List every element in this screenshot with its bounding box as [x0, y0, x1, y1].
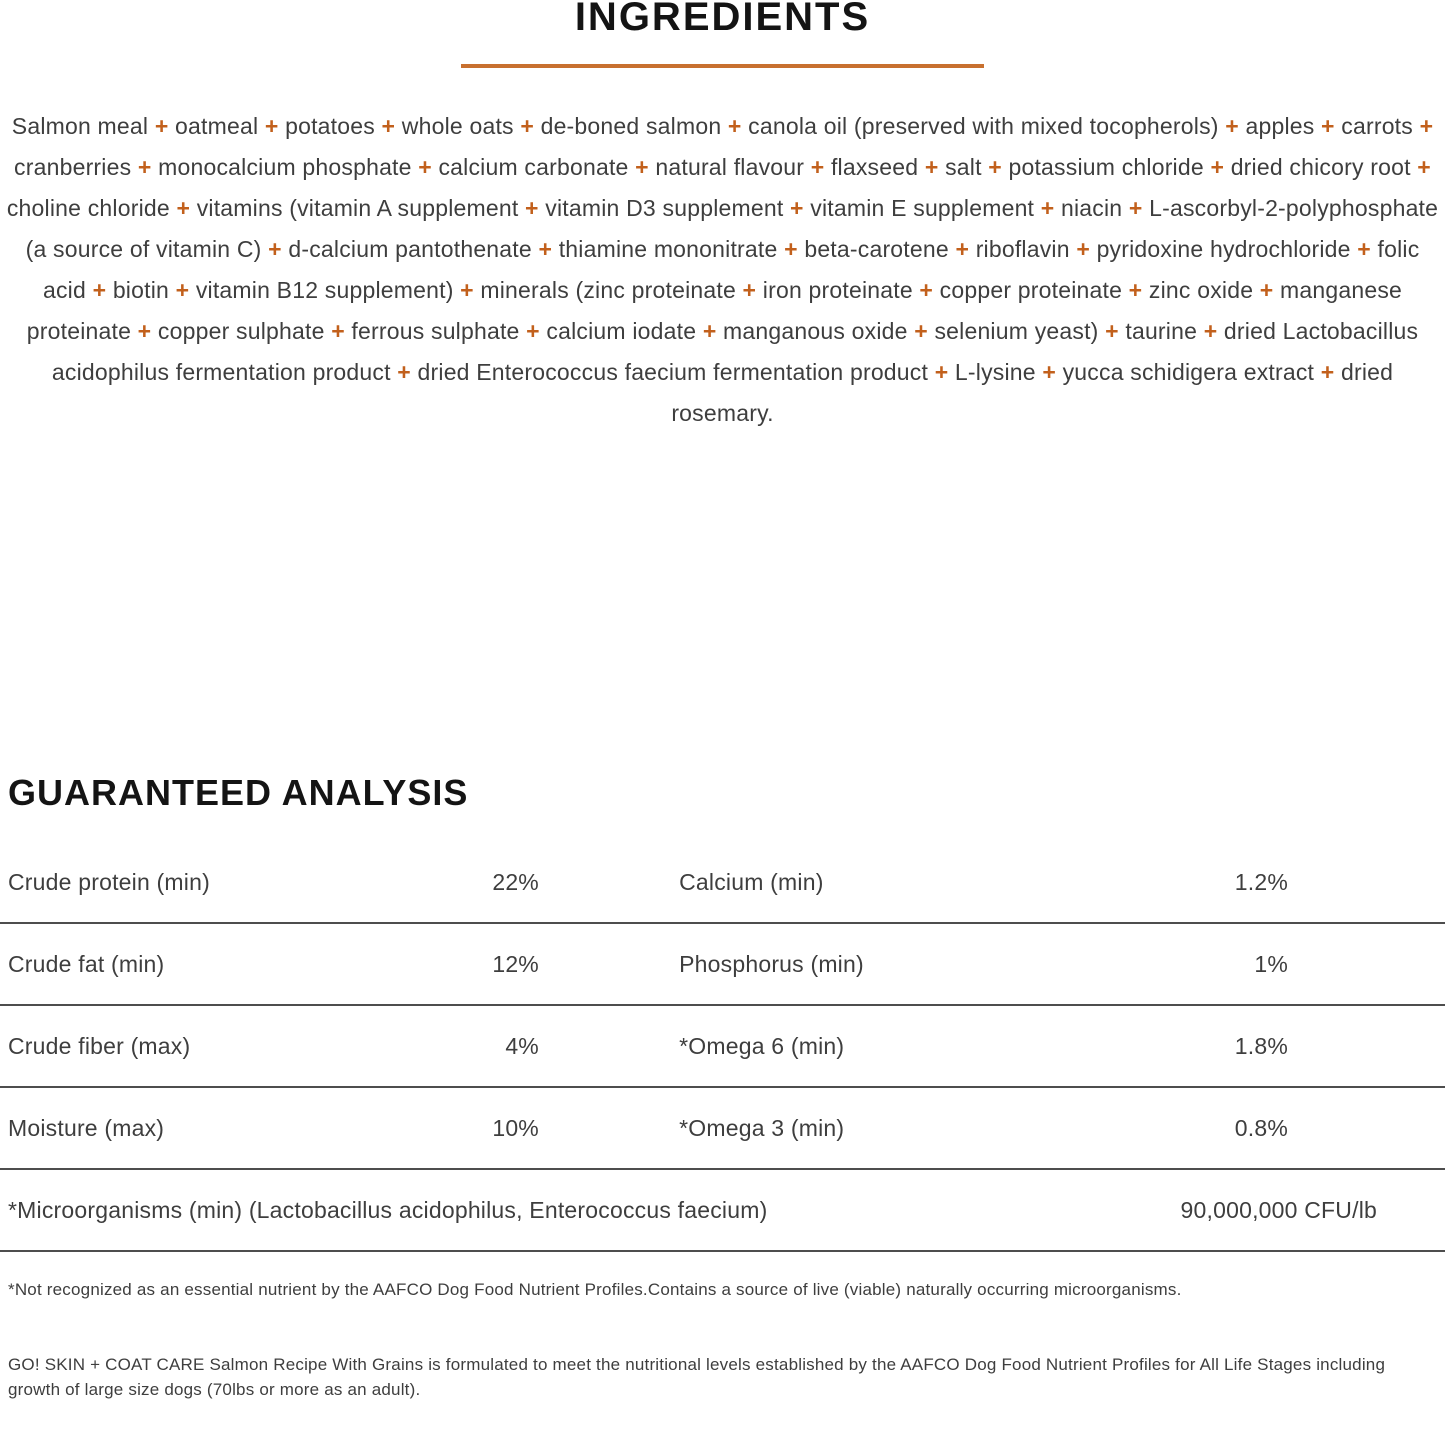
plus-separator-icon: +: [137, 154, 152, 180]
plus-separator-icon: +: [702, 318, 717, 344]
guaranteed-analysis-table: [0, 842, 1445, 1252]
plus-separator-icon: +: [1042, 359, 1057, 385]
plus-separator-icon: +: [92, 277, 107, 303]
analysis-row: [0, 924, 1445, 1006]
plus-separator-icon: +: [176, 195, 191, 221]
plus-separator-icon: +: [1259, 277, 1274, 303]
plus-separator-icon: +: [1321, 113, 1335, 139]
plus-separator-icon: +: [914, 318, 928, 344]
plus-separator-icon: +: [175, 277, 190, 303]
plus-separator-icon: +: [264, 113, 279, 139]
plus-separator-icon: +: [1357, 236, 1371, 262]
plus-separator-icon: +: [919, 277, 934, 303]
plus-separator-icon: +: [784, 236, 798, 262]
plus-separator-icon: +: [1417, 154, 1431, 180]
plus-separator-icon: +: [635, 154, 649, 180]
nutrient-value: 12%: [492, 950, 539, 977]
plus-separator-icon: +: [460, 277, 474, 303]
nutrient-value: 10%: [492, 1114, 539, 1141]
nutrient-value: 1.2%: [1234, 868, 1288, 895]
plus-separator-icon: +: [538, 236, 553, 262]
ingredients-section: [0, 0, 1445, 434]
plus-separator-icon: +: [418, 154, 432, 180]
nutrient-value: 1%: [1254, 950, 1288, 977]
nutrient-label: Crude fiber (max): [8, 1032, 191, 1059]
plus-separator-icon: +: [1105, 318, 1119, 344]
plus-separator-icon: +: [1419, 113, 1434, 139]
plus-separator-icon: +: [1203, 318, 1218, 344]
analysis-row: [0, 842, 1445, 924]
plus-separator-icon: +: [154, 113, 169, 139]
plus-separator-icon: +: [742, 277, 757, 303]
plus-separator-icon: +: [1076, 236, 1090, 262]
plus-separator-icon: +: [790, 195, 804, 221]
nutrient-label: Crude fat (min): [8, 950, 165, 977]
nutrient-value: 1.8%: [1234, 1032, 1288, 1059]
guaranteed-analysis-section: [0, 773, 1445, 1252]
plus-separator-icon: +: [268, 236, 282, 262]
plus-separator-icon: +: [1128, 277, 1143, 303]
plus-separator-icon: +: [1225, 113, 1239, 139]
nutrient-value: 90,000,000 CFU/lb: [1180, 1196, 1377, 1223]
plus-separator-icon: +: [924, 154, 939, 180]
nutrient-label: *Omega 6 (min): [679, 1032, 845, 1059]
nutrient-label: Calcium (min): [679, 868, 824, 895]
guaranteed-analysis-title: GUARANTEED ANALYSIS: [8, 772, 469, 813]
footnotes-section: [0, 1277, 1445, 1402]
plus-separator-icon: +: [955, 236, 970, 262]
plus-separator-icon: +: [810, 154, 825, 180]
plus-separator-icon: +: [331, 318, 345, 344]
title-underline-rule: [461, 64, 984, 68]
analysis-row: [0, 1006, 1445, 1088]
analysis-row: [0, 1088, 1445, 1170]
plus-separator-icon: +: [934, 359, 949, 385]
plus-separator-icon: +: [1040, 195, 1055, 221]
nutrient-label: Crude protein (min): [8, 868, 210, 895]
analysis-row-microorganisms: [0, 1170, 1445, 1252]
plus-separator-icon: +: [525, 195, 539, 221]
nutrient-label: Phosphorus (min): [679, 950, 864, 977]
plus-separator-icon: +: [1210, 154, 1225, 180]
nutrient-label: *Microorganisms (min) (Lactobacillus acidophilus, Enterococcus faecium): [8, 1196, 768, 1223]
ingredients-list: Salmon meal + oatmeal + potatoes + whole oats + de-boned salmon + canola oil (preserved with mixed tocopherols) + apples + carrots + cranberries + monocalcium phosphate + calcium carbonate + natural flavour + flaxseed + salt + potassium chloride + dried chicory root + choline chloride + vitamins (vitamin A supplement + vitamin D3 supplement + vitamin E supplement + niacin + L-ascorbyl-2-polyphosphate (a source of vitamin C) + d-calcium pantothenate + thiamine mononitrate + beta-carotene + riboflavin + pyridoxine hydrochloride + folic acid + biotin + vitamin B12 supplement) + minerals (zinc proteinate + iron proteinate + copper proteinate + zinc oxide + manganese proteinate + copper sulphate + ferrous sulphate + calcium iodate + manganous oxide + selenium yeast) + taurine + dried Lactobacillus acidophilus fermentation product + dried Enterococcus faecium fermentation product + L-lysine + yucca schidigera extract + dried rosemary.: [6, 113, 1439, 426]
nutrient-label: *Omega 3 (min): [679, 1114, 845, 1141]
plus-separator-icon: +: [727, 113, 742, 139]
plus-separator-icon: +: [137, 318, 152, 344]
nutrient-value: 0.8%: [1234, 1114, 1288, 1141]
plus-separator-icon: +: [1320, 359, 1335, 385]
nutrient-value: 22%: [492, 868, 539, 895]
plus-separator-icon: +: [526, 318, 540, 344]
plus-separator-icon: +: [397, 359, 411, 385]
plus-separator-icon: +: [381, 113, 396, 139]
footnote-formulation-statement: GO! SKIN + COAT CARE Salmon Recipe With Grains is formulated to meet the nutritional levels established by the AAFCO Dog Food Nutrient Profiles for All Life Stages including growth of large size dogs (70lbs or more as an adult).: [8, 1355, 1386, 1399]
nutrient-value: 4%: [505, 1032, 539, 1059]
plus-separator-icon: +: [520, 113, 534, 139]
plus-separator-icon: +: [988, 154, 1002, 180]
footnote-aafco-nutrient: *Not recognized as an essential nutrient by the AAFCO Dog Food Nutrient Profiles.Contains a source of live (viable) naturally occurring microorganisms.: [8, 1280, 1182, 1299]
plus-separator-icon: +: [1128, 195, 1143, 221]
ingredients-title: INGREDIENTS: [574, 0, 871, 39]
nutrient-label: Moisture (max): [8, 1114, 165, 1141]
